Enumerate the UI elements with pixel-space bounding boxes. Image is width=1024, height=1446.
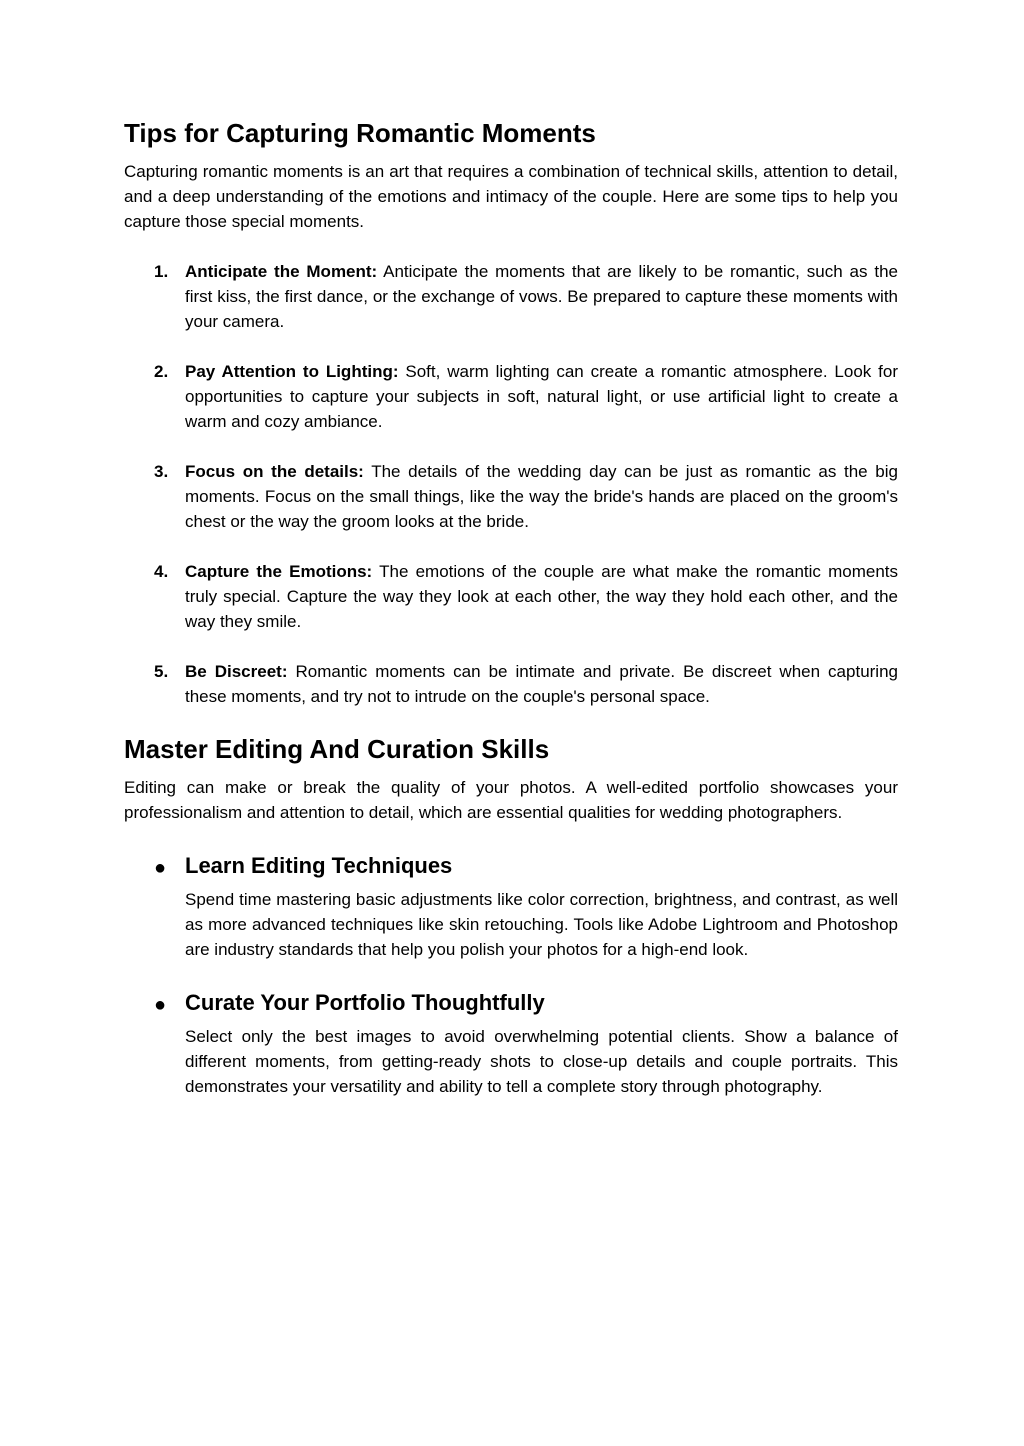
list-item [124, 359, 898, 434]
tip-title: Focus on the details: [185, 462, 364, 482]
tip-text: Anticipate the moments that are likely to be romantic, such as the first kiss, the first dance, or the exchange of vows. Be prepared to capture these moments with your camera. [185, 262, 898, 332]
subsection-text: Spend time mastering basic adjustments like color correction, brightness, and contrast, as well as more advanced techniques like skin retouching. Tools like Adobe Lightroom and Photoshop are industry standards that help you polish your photos for a high-end look. [185, 890, 898, 960]
list-number: 1. [154, 262, 169, 282]
list-number: 3. [154, 462, 169, 482]
bullet-icon: ● [154, 994, 167, 1017]
subsection-title: Curate Your Portfolio Thoughtfully [185, 990, 545, 1016]
subsection-editing-techniques [124, 853, 898, 962]
subsection-text: Select only the best images to avoid overwhelming potential clients. Show a balance of different moments, from getting-ready shots to close-up details and couple portraits. This demonstrates your versatility and ability to tell a complete story through photography. [185, 1027, 898, 1097]
tip-text: Soft, warm lighting can create a romantic atmosphere. Look for opportunities to capture your subjects in soft, natural light, or use artificial light to create a warm and cozy ambiance. [185, 362, 898, 432]
subsection-curate-portfolio [124, 990, 898, 1099]
section-intro: Capturing romantic moments is an art that requires a combination of technical skills, attention to detail, and a deep understanding of the emotions and intimacy of the couple. Here are some tips to help you capture those special moments. [124, 162, 898, 232]
bullet-icon: ● [154, 857, 167, 880]
list-item [124, 559, 898, 634]
section-heading: Tips for Capturing Romantic Moments [124, 118, 596, 148]
tip-title: Pay Attention to Lighting: [185, 362, 399, 382]
section-intro: Editing can make or break the quality of your photos. A well-edited portfolio showcases your professionalism and attention to detail, which are essential qualities for wedding photographers. [124, 778, 898, 823]
tip-text: Romantic moments can be intimate and private. Be discreet when capturing these moments, and try not to intrude on the couple's personal space. [185, 662, 898, 707]
list-number: 4. [154, 562, 169, 582]
list-number: 5. [154, 662, 169, 682]
tips-list [124, 259, 898, 709]
tip-title: Be Discreet: [185, 662, 288, 682]
list-item [124, 659, 898, 709]
editing-curation-section [124, 734, 898, 1099]
section-heading: Master Editing And Curation Skills [124, 734, 550, 765]
tip-title: Anticipate the Moment: [185, 262, 378, 282]
romantic-moments-section [124, 118, 898, 709]
tip-text: The emotions of the couple are what make the romantic moments truly special. Capture the way they look at each other, the way they hold each other, and the way they smile. [185, 562, 898, 632]
subsection-title: Learn Editing Techniques [185, 853, 453, 879]
list-number: 2. [154, 362, 169, 382]
tip-text: The details of the wedding day can be just as romantic as the big moments. Focus on the small things, like the way the bride's hands are placed on the groom's chest or the way the groom looks at the bride. [185, 462, 898, 532]
list-item [124, 259, 898, 334]
tip-title: Capture the Emotions: [185, 562, 373, 582]
document-page [124, 118, 898, 1099]
list-item [124, 459, 898, 534]
